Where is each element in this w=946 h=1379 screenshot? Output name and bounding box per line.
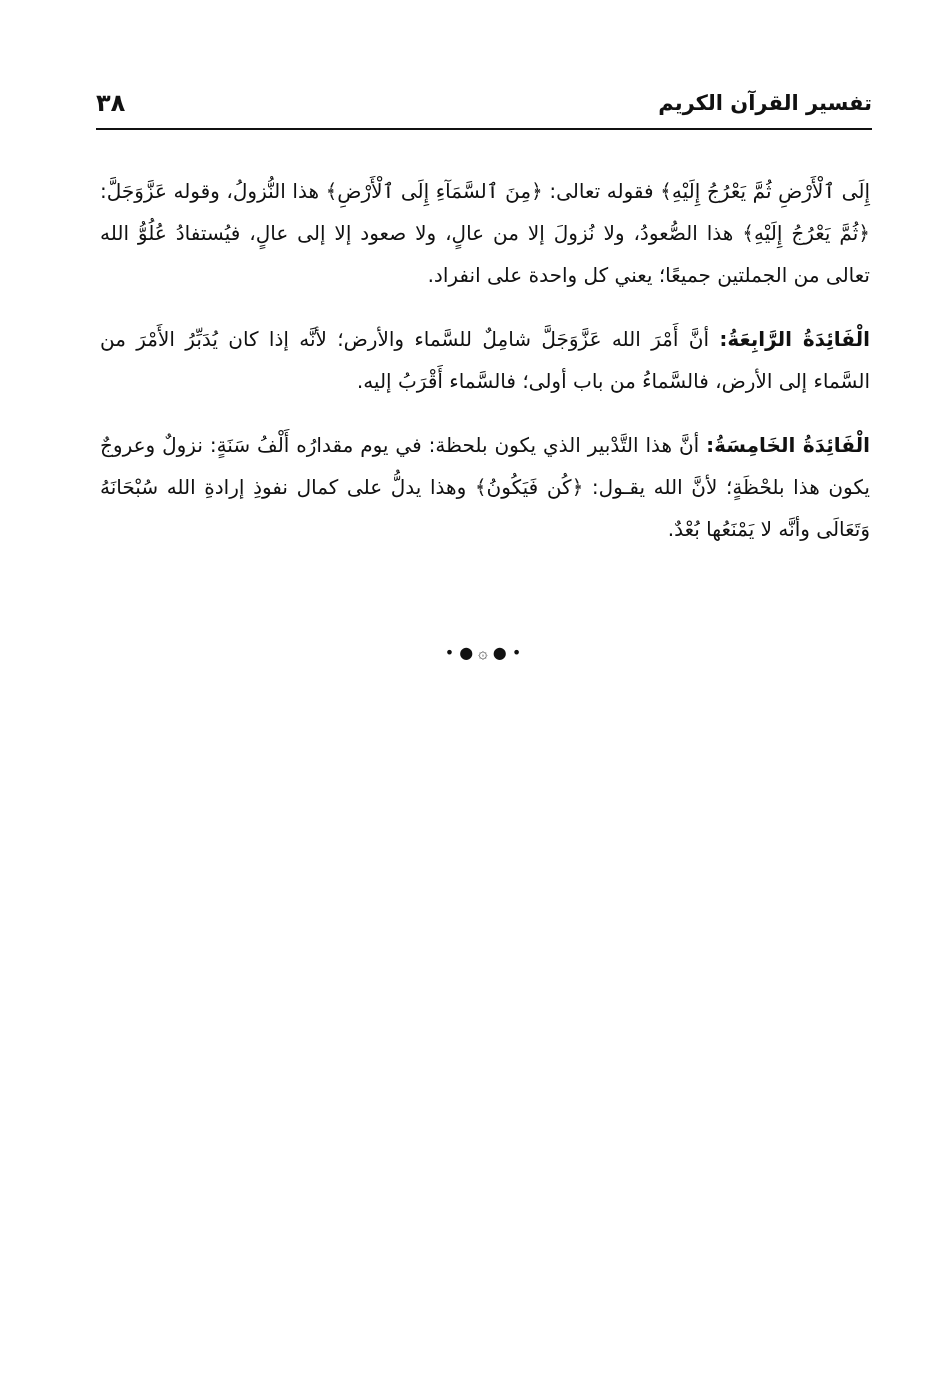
paragraph-heading: الْفَائِدَةُ الرَّابِعَةُ: <box>719 327 870 351</box>
page-header <box>96 88 872 128</box>
page-number: ٣٨ <box>96 89 126 117</box>
paragraph-benefit-four <box>100 318 870 402</box>
paragraph-text: إِلَى ٱلْأَرْضِ ثُمَّ يَعْرُجُ إِلَيْهِ﴾ فقوله تعالى: ﴿مِنَ ٱلسَّمَآءِ إِلَى ٱلْأَرْضِ﴾ هذا النُّزولُ، وقوله عَزَّوَجَلَّ: ﴿ثُمَّ يَعْرُجُ إِلَيْهِ﴾ هذا الصُّعودُ، ولا نُزولَ إلا من عالٍ، ولا صعود إلا إلى عالٍ، فيُستفادُ عُلُوُّ الله تعالى من الجملتين جميعًا؛ يعني كل واحدة على انفراد. <box>100 179 870 287</box>
section-end-ornament: • ● ۞ ● • <box>444 643 522 662</box>
paragraph-heading: الْفَائِدَةُ الخَامِسَةُ: <box>706 433 870 457</box>
paragraph-text: أنَّ أَمْرَ الله عَزَّوَجَلَّ شامِلٌ للسَّماء والأرض؛ لأنَّه إذا كان يُدَبِّرُ الأَمْرَ من السَّماء إلى الأرض، فالسَّماءُ من باب أولى؛ فالسَّماء أَقْرَبُ إليه. <box>100 327 870 393</box>
running-title: تفسير القرآن الكريم <box>658 91 872 115</box>
paragraph-text: أنَّ هذا التَّدْبير الذي يكون بلحظة: في يوم مقدارُه أَلْفُ سَنَةٍ: نزولٌ وعروجٌ يكون هذا بلحْظَةٍ؛ لأنَّ الله يقـول: ﴿كُن فَيَكُونُ﴾ وهذا يدلُّ على كمال نفوذِ إرادةِ الله سُبْحَانَهُ وَتَعَالَى وأنَّه لا يَمْنَعُها بُعْدٌ. <box>100 433 870 541</box>
paragraph-continuation <box>100 170 870 296</box>
header-rule <box>96 128 872 130</box>
page-body <box>100 170 870 572</box>
paragraph-benefit-five <box>100 424 870 550</box>
